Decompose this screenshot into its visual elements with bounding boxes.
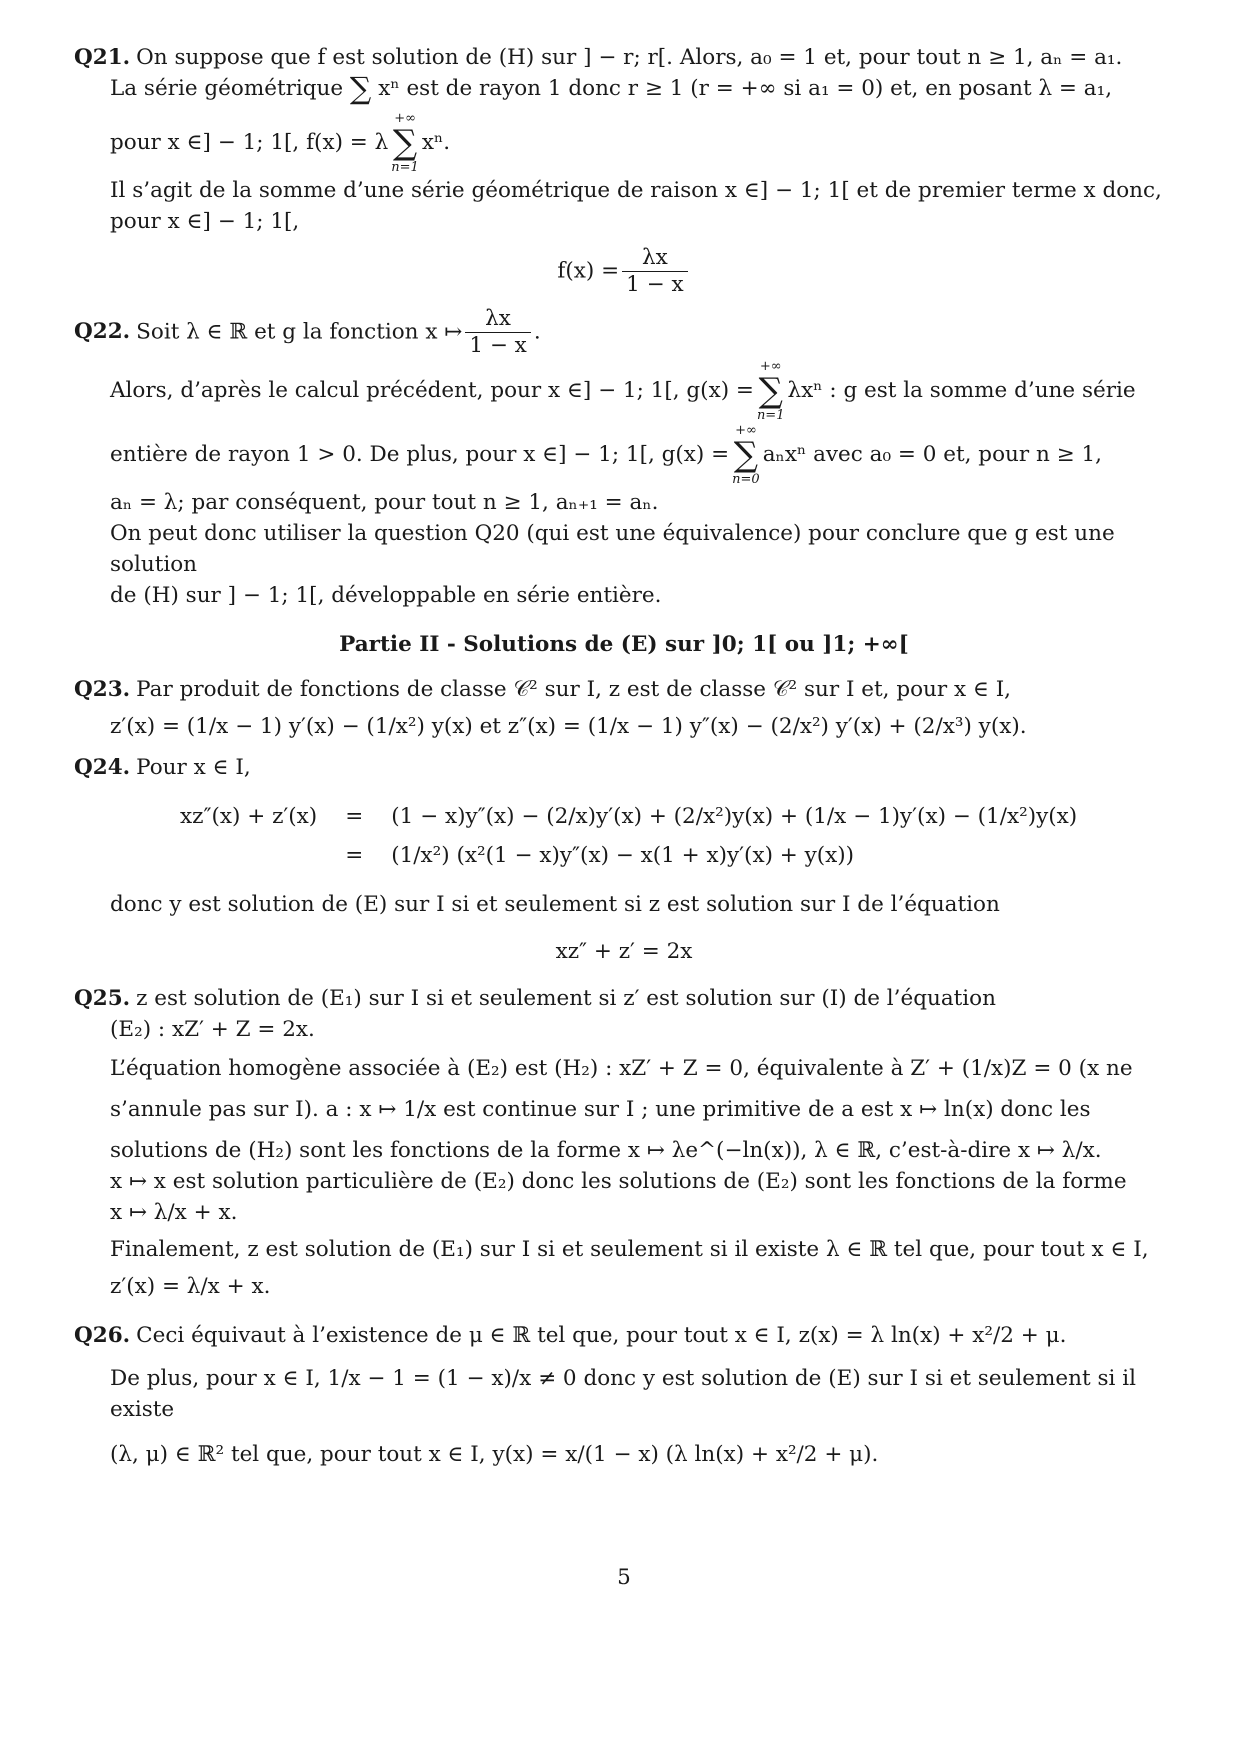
sum-lower: n=1	[756, 407, 785, 423]
equation-lhs: f(x) =	[557, 258, 620, 283]
section-title: Partie II - Solutions de (E) sur ]0; 1[ ou ]1; +∞[	[339, 631, 909, 657]
text-line: z′(x) = λ/x + x.	[110, 1273, 271, 1299]
fraction-numerator: λx	[622, 245, 688, 272]
text-line: λxⁿ : g est la somme d’une série	[787, 377, 1136, 403]
text-line: Alors, d’après le calcul précédent, pour x ∈] − 1; 1[, g(x) =	[110, 377, 754, 403]
sum-expression: +∞ ∑ n=1	[391, 110, 419, 175]
text-line: xⁿ.	[421, 129, 451, 155]
equation-rhs: (1 − x)y″(x) − (2/x)y′(x) + (2/x²)y(x) + (1/x − 1)y′(x) − (1/x²)y(x)	[391, 803, 1078, 829]
sum-expression: +∞ ∑ n=0	[732, 422, 760, 487]
text-line: donc y est solution de (E) sur I si et seulement si z est solution sur I de l’équation	[110, 891, 1000, 917]
text-line: z est solution de (E₁) sur I si et seulement si z′ est solution sur (I) de l’équation	[136, 985, 996, 1011]
display-equation: xz″ + z′ = 2x	[555, 938, 693, 964]
text-line: L’équation homogène associée à (E₂) est (H₂) : xZ′ + Z = 0, équivalente à Z′ + (1/x)Z = 0 (x ne	[110, 1055, 1133, 1081]
fraction	[465, 306, 531, 359]
text-line: (E₂) : xZ′ + Z = 2x.	[110, 1016, 315, 1042]
text-line: de (H) sur ] − 1; 1[, développable en série entière.	[110, 582, 662, 608]
text-line: xⁿ est de rayon 1 donc r ≥ 1 (r = +∞ si a₁ = 0) et, en posant λ = a₁,	[378, 76, 1113, 101]
question-21	[74, 42, 1174, 298]
text-line: On suppose que f est solution de (H) sur ] − r; r[. Alors, a₀ = 1 et, pour tout n ≥ 1, aₙ = a₁.	[136, 45, 1123, 70]
sum-upper: +∞	[394, 110, 416, 126]
equals-sign: =	[345, 842, 364, 868]
text-line: (λ, μ) ∈ ℝ² tel que, pour tout x ∈ I, y(x) = x/(1 − x) (λ ln(x) + x²/2 + μ).	[110, 1441, 879, 1467]
text-line: z′(x) = (1/x − 1) y′(x) − (1/x²) y(x) et z″(x) = (1/x − 1) y″(x) − (2/x²) y′(x) + (2/x³) y(x).	[110, 713, 1027, 739]
text-line: Pour x ∈ I,	[136, 754, 251, 780]
text-line: x ↦ x est solution particulière de (E₂) donc les solutions de (E₂) sont les fonctions de la forme	[110, 1168, 1127, 1194]
question-number: Q23.	[74, 676, 131, 702]
text-line: Ceci équivaut à l’existence de μ ∈ ℝ tel que, pour tout x ∈ I, z(x) = λ ln(x) + x²/2 + μ.	[136, 1322, 1067, 1348]
text-line: pour x ∈] − 1; 1[, f(x) = λ	[110, 129, 389, 155]
text-line: aₙxⁿ avec a₀ = 0 et, pour n ≥ 1,	[762, 441, 1103, 467]
sum-lower: n=1	[391, 159, 419, 175]
question-number: Q21.	[74, 45, 131, 70]
question-24	[74, 752, 1174, 967]
text-line: pour x ∈] − 1; 1[,	[110, 208, 300, 234]
text-line: Par produit de fonctions de classe 𝒞² sur I, z est de classe 𝒞² sur I et, pour x ∈ I,	[136, 676, 1012, 702]
equation-lhs: xz″(x) + z′(x)	[180, 803, 318, 829]
text-line: Soit λ ∈ ℝ et g la fonction x ↦	[136, 319, 463, 344]
sum-upper: +∞	[759, 358, 782, 374]
question-number: Q22.	[74, 319, 131, 344]
fraction	[622, 245, 688, 298]
text-line: De plus, pour x ∈ I, 1/x − 1 = (1 − x)/x ≠ 0 donc y est solution de (E) sur I si et seulement si il existe	[110, 1365, 1136, 1422]
fraction-numerator: λx	[465, 306, 531, 333]
document-page	[74, 42, 1174, 1590]
sum-expression: +∞ ∑ n=1	[756, 358, 785, 423]
question-22	[74, 306, 1174, 611]
text-line: x ↦ λ/x + x.	[110, 1199, 238, 1225]
sum-symbol: ∑	[349, 71, 372, 107]
aligned-equations	[170, 797, 1087, 875]
text-line: On peut donc utiliser la question Q20 (qui est une équivalence) pour conclure que g est une solution	[110, 520, 1115, 577]
fraction-denominator: 1 − x	[626, 271, 684, 297]
sum-upper: +∞	[735, 422, 757, 438]
fraction-denominator: 1 − x	[469, 332, 527, 358]
text-line: solutions de (H₂) sont les fonctions de la forme x ↦ λe^(−ln(x)), λ ∈ ℝ, c’est-à-dire x ↦ λ/x.	[110, 1137, 1102, 1163]
question-25	[74, 983, 1174, 1302]
text-line: s’annule pas sur I). a : x ↦ 1/x est continue sur I ; une primitive de a est x ↦ ln(x) donc les	[110, 1096, 1091, 1122]
text-line: entière de rayon 1 > 0. De plus, pour x ∈] − 1; 1[, g(x) =	[110, 441, 730, 467]
text-line: Il s’agit de la somme d’une série géométrique de raison x ∈] − 1; 1[ et de premier terme x donc,	[110, 177, 1162, 203]
display-equation	[74, 245, 1174, 298]
text-line: Finalement, z est solution de (E₁) sur I si et seulement si il existe λ ∈ ℝ tel que, pour tout x ∈ I,	[110, 1236, 1149, 1262]
question-number: Q26.	[74, 1322, 131, 1348]
equation-rhs: (1/x²) (x²(1 − x)y″(x) − x(1 + x)y′(x) + y(x))	[391, 842, 855, 868]
page-number: 5	[617, 1565, 631, 1590]
question-number: Q24.	[74, 754, 131, 780]
sum-lower: n=0	[732, 471, 760, 487]
question-26	[74, 1320, 1174, 1470]
equals-sign: =	[345, 803, 364, 829]
text-line: .	[533, 319, 541, 344]
text-line: La série géométrique	[110, 76, 344, 101]
question-23	[74, 674, 1174, 742]
text-line: aₙ = λ; par conséquent, pour tout n ≥ 1, aₙ₊₁ = aₙ.	[110, 489, 659, 515]
question-number: Q25.	[74, 985, 131, 1011]
